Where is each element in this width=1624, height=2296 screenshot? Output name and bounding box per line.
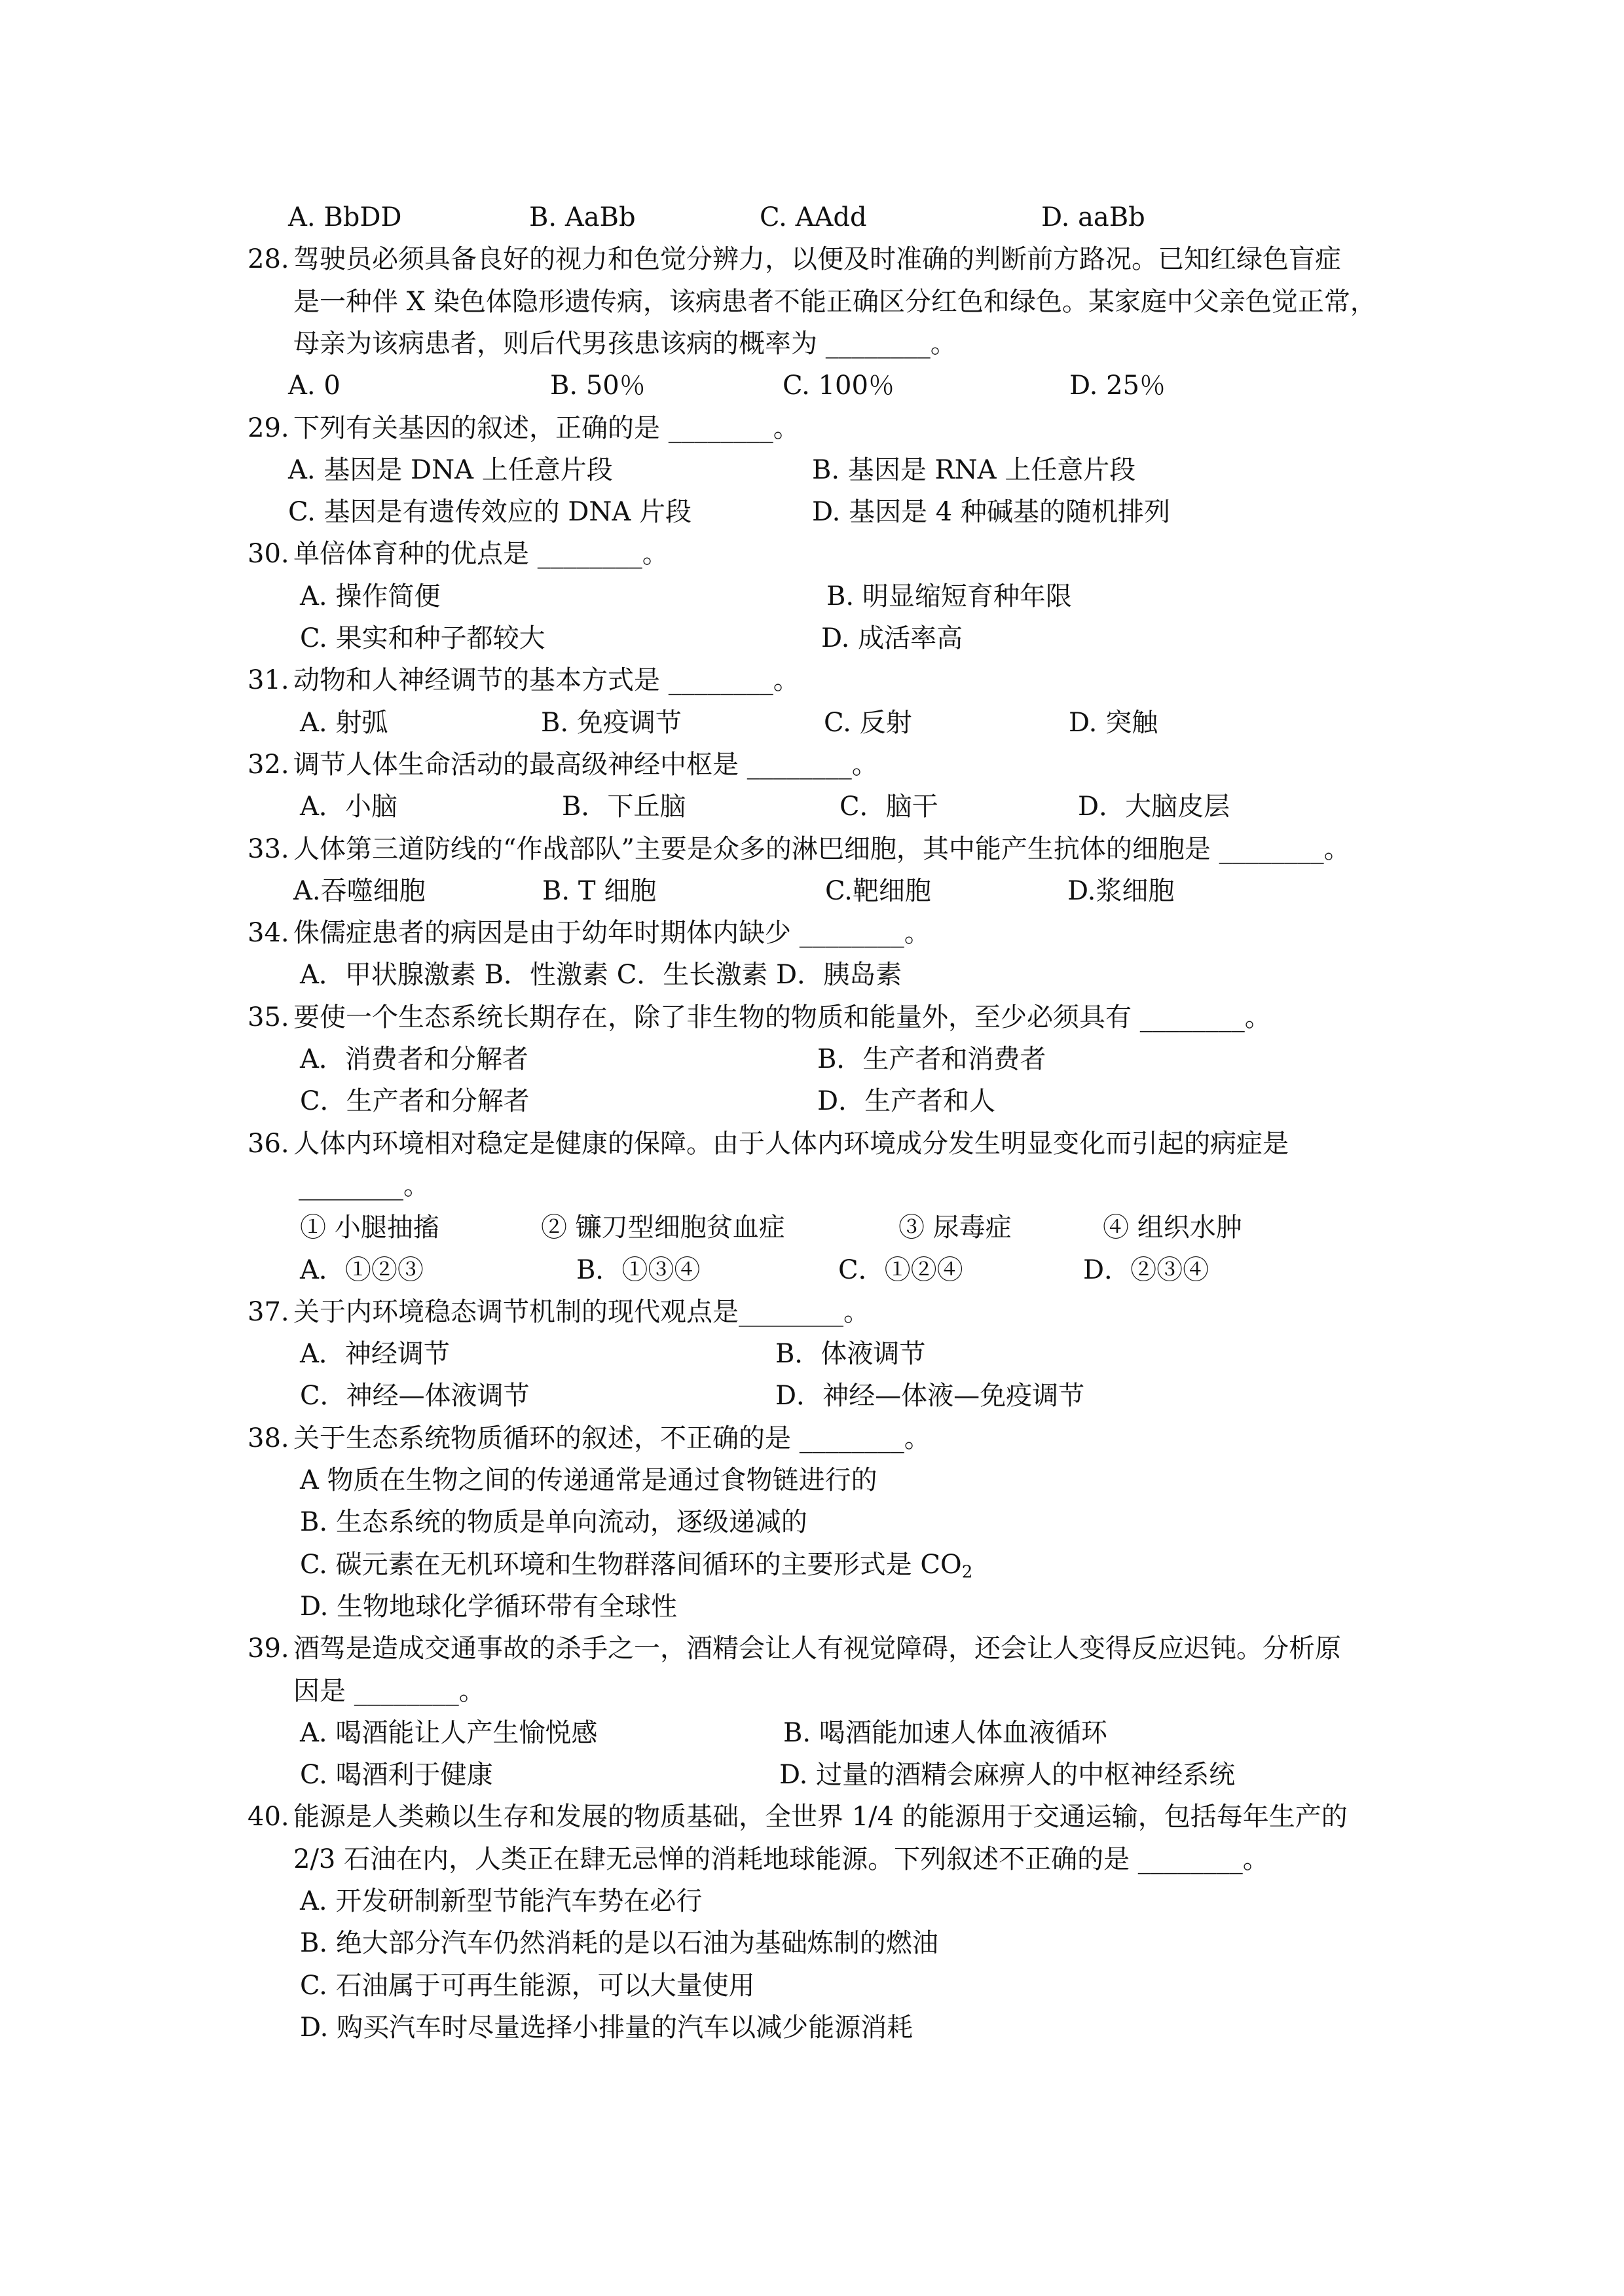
question-stem: 驾驶员必须具备良好的视力和色觉分辨力，以便及时准确的判断前方路况。已知红绿色盲症 [293,244,1341,275]
question-stem: 下列有关基因的叙述，正确的是 ________。 [293,412,800,443]
answer-option: C．生产者和分解者 [300,1086,530,1117]
question-number: 33. [248,833,289,864]
answer-option: B．生产者和消费者 [817,1044,1046,1074]
text-content: D. 生物地球化学循环带有全球性 [300,1591,678,1622]
question-stem: 关于内环境稳态调节机制的现代观点是________。 [293,1296,870,1327]
answer-option: A．神经调节 [300,1339,450,1370]
answer-option: A. 操作简便 [300,581,441,611]
text-content: C. 石油属于可再生能源，可以大量使用 [300,1970,755,2001]
answer-option: D．大脑皮层 [1078,792,1230,822]
answer-option: A.吞噬细胞 [293,875,426,906]
question-number: 29. [248,412,289,443]
answer-option: D．生产者和人 [817,1086,996,1117]
answer-option: A. 基因是 DNA 上任意片段 [288,454,613,485]
text-content: A. 开发研制新型节能汽车势在必行 [300,1886,703,1916]
text-content: D. 购买汽车时尽量选择小排量的汽车以减少能源消耗 [300,2012,913,2043]
text-content: C. 碳元素在无机环境和生物群落间循环的主要形式是 $CO_2$ [300,1549,973,1582]
answer-option: B. AaBb [529,202,636,232]
answer-option: B．体液调节 [775,1339,926,1370]
question-number: 34. [248,918,289,949]
answer-option: A．小脑 [300,792,397,822]
answer-option: B．①③④ [576,1254,701,1285]
question-stem: 调节人体生命活动的最高级神经中枢是 ________。 [293,749,878,780]
answer-option: B. 喝酒能加速人体血液循环 [783,1717,1107,1748]
answer-option: A．①②③ [300,1254,424,1285]
answer-option: C. 反射 [824,707,912,738]
answer-option: C. 喝酒利于健康 [300,1760,493,1791]
question-stem: 要使一个生态系统长期存在，除了非生物的物质和能量外，至少必须具有 ________。 [293,1002,1271,1032]
answer-option: D. 25％ [1069,371,1166,401]
answer-option: D.浆细胞 [1067,875,1175,906]
question-number: 40. [248,1802,289,1832]
question-number: 28. [248,244,289,275]
text-content: B. 生态系统的物质是单向流动，逐级递减的 [300,1507,807,1538]
text-content: 母亲为该病患者，则后代男孩患该病的概率为 ________。 [293,328,957,359]
question-number: 39. [248,1633,289,1664]
question-stem: 动物和人神经调节的基本方式是 ________。 [293,665,800,696]
question-number: 31. [248,665,289,696]
text-content: 是一种伴 X 染色体隐形遗传病，该病患者不能正确区分红色和绿色。某家庭中父亲色觉正常， [293,286,1376,317]
question-stem: 能源是人类赖以生存和发展的物质基础，全世界 1/4 的能源用于交通运输，包括每年生产的 [293,1802,1348,1832]
answer-option: C. 100％ [783,371,895,401]
question-number: 32. [248,749,289,780]
question-number: 36. [248,1128,289,1159]
answer-option: A. 射弧 [300,707,388,738]
answer-option: B. T 细胞 [542,875,657,906]
subscript: 2 [961,1562,973,1582]
answer-option: B．下丘脑 [562,792,686,822]
answer-option: D．神经—体液—免疫调节 [775,1381,1085,1412]
answer-option: A．甲状腺激素 B．性激素 C．生长激素 D．胰岛素 [300,960,902,991]
answer-option: A. BbDD [288,202,402,232]
answer-option: C．神经—体液调节 [300,1381,530,1412]
answer-option: D. 过量的酒精会麻痹人的中枢神经系统 [779,1760,1236,1791]
question-number: 35. [248,1002,289,1032]
answer-option: ① 小腿抽搐 [300,1212,439,1243]
question-stem: 酒驾是造成交通事故的杀手之一，酒精会让人有视觉障碍，还会让人变得反应迟钝。分析原 [293,1633,1341,1664]
answer-option: D. 基因是 4 种碱基的随机排列 [812,497,1170,528]
answer-option: ② 镰刀型细胞贫血症 [541,1212,785,1243]
text-content: 2/3 石油在内，人类正在肆无忌惮的消耗地球能源。下列叙述不正确的是 ________。 [293,1844,1269,1874]
answer-option: D. 成活率高 [821,623,963,653]
question-stem: 人体第三道防线的“作战部队”主要是众多的淋巴细胞，其中能产生抗体的细胞是 ________。 [293,833,1350,864]
answer-option: B. 免疫调节 [541,707,682,738]
answer-option: A. 0 [288,371,341,401]
text-content: ________。 [299,1170,430,1201]
answer-option: C. AAdd [760,202,867,232]
question-stem: 单倍体育种的优点是 ________。 [293,539,669,570]
answer-option: C.靶细胞 [825,875,931,906]
answer-option: D．②③④ [1083,1254,1209,1285]
answer-option: D. 突触 [1069,707,1158,738]
answer-option: B. 基因是 RNA 上任意片段 [812,454,1136,485]
question-number: 38. [248,1423,289,1453]
answer-option: C．①②④ [838,1254,963,1285]
text-content: B. 绝大部分汽车仍然消耗的是以石油为基础炼制的燃油 [300,1928,938,1959]
question-number: 37. [248,1296,289,1327]
answer-option: C. 果实和种子都较大 [300,623,545,653]
answer-option: C．脑干 [840,792,938,822]
answer-option: B. 明显缩短育种年限 [826,581,1072,611]
question-stem: 侏儒症患者的病因是由于幼年时期体内缺少 ________。 [293,918,931,949]
question-stem: 人体内环境相对稳定是健康的保障。由于人体内环境成分发生明显变化而引起的病症是 [293,1128,1289,1159]
text-content: 因是 ________。 [293,1675,485,1706]
answer-option: ③ 尿毒症 [898,1212,1012,1243]
answer-option: B. 50％ [550,371,646,401]
answer-option: ④ 组织水肿 [1103,1212,1242,1243]
question-number: 30. [248,539,289,570]
answer-option: D. aaBb [1041,202,1145,232]
answer-option: C. 基因是有遗传效应的 DNA 片段 [288,497,692,528]
answer-option: A. 喝酒能让人产生愉悦感 [300,1717,598,1748]
question-stem: 关于生态系统物质循环的叙述，不正确的是 ________。 [293,1423,931,1453]
text-content: A 物质在生物之间的传递通常是通过食物链进行的 [300,1465,877,1495]
answer-option: A．消费者和分解者 [300,1044,528,1074]
